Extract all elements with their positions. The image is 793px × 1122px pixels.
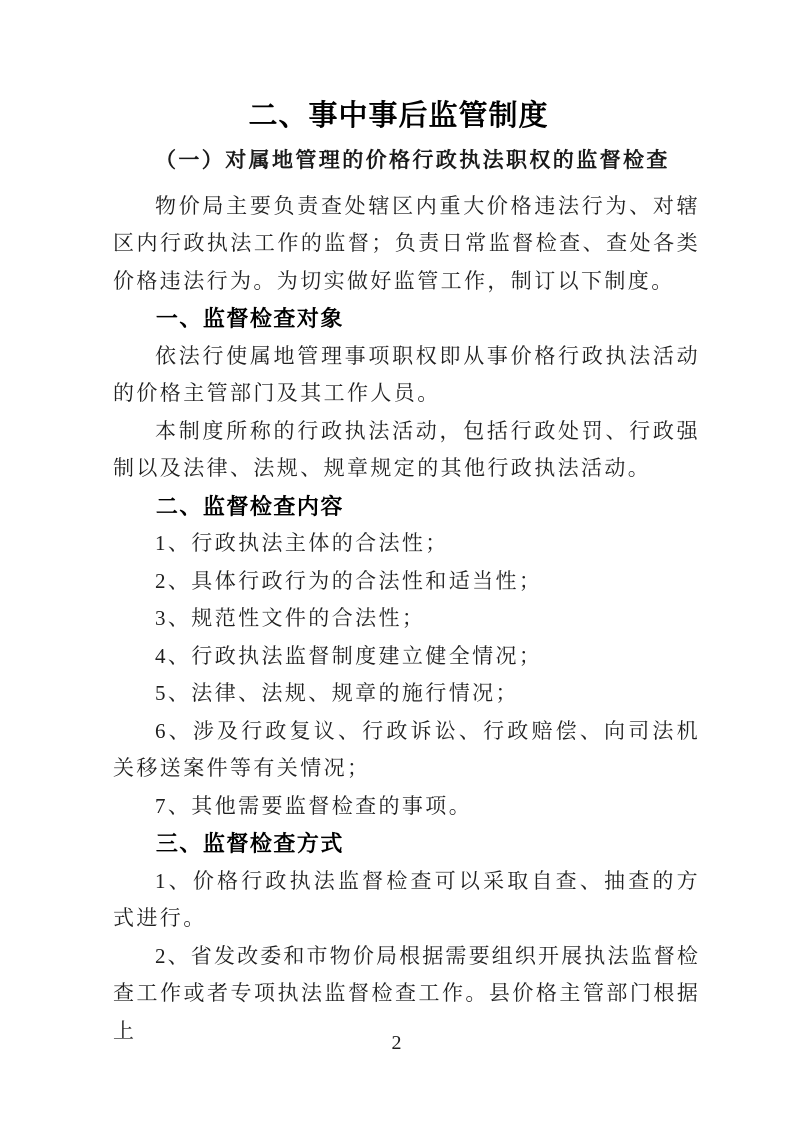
paragraph: 依法行使属地管理事项职权即从事价格行政执法活动的价格主管部门及其工作人员。: [113, 343, 700, 405]
page-number: 2: [391, 1032, 402, 1054]
section-supervision-content: [113, 488, 700, 826]
document-title: 二、事中事后监管制度: [248, 100, 549, 132]
paragraph: 本制度所称的行政执法活动，包括行政处罚、行政强制以及法律、法规、规章规定的其他行政执法活动。: [113, 418, 700, 480]
section-heading-targets: 一、监督检查对象: [155, 306, 344, 331]
numbered-item: 6、涉及行政复议、行政诉讼、行政赔偿、向司法机关移送案件等有关情况；: [113, 718, 700, 780]
numbered-item: 1、行政执法主体的合法性；: [155, 531, 449, 555]
numbered-item: 4、行政执法监督制度建立健全情况；: [155, 643, 543, 668]
numbered-item: 1、价格行政执法监督检查可以采取自查、抽查的方式进行。: [113, 868, 700, 930]
numbered-item: 2、具体行政行为的合法性和适当性；: [155, 568, 543, 593]
numbered-item: 7、其他需要监督检查的事项。: [155, 793, 473, 818]
section-supervision-targets: [113, 300, 700, 488]
section-heading-content: 二、监督检查内容: [155, 493, 344, 519]
intro-paragraph: 物价局主要负责查处辖区内重大价格违法行为、对辖区内行政执法工作的监督；负责日常监督检查、查处各类价格违法行为。为切实做好监管工作，制订以下制度。: [113, 193, 700, 293]
subsection-heading: （一）对属地管理的价格行政执法职权的监督检查: [155, 148, 670, 172]
section-supervision-methods: [113, 825, 700, 1050]
numbered-item: 5、法律、法规、规章的施行情况；: [155, 681, 519, 705]
numbered-item: 2、省发改委和市物价局根据需要组织开展执法监督检查工作或者专项执法监督检查工作。县价格主管部门根据上: [113, 943, 700, 1043]
numbered-item: 3、规范性文件的合法性；: [155, 606, 426, 630]
section-heading-methods: 三、监督检查方式: [155, 831, 344, 856]
